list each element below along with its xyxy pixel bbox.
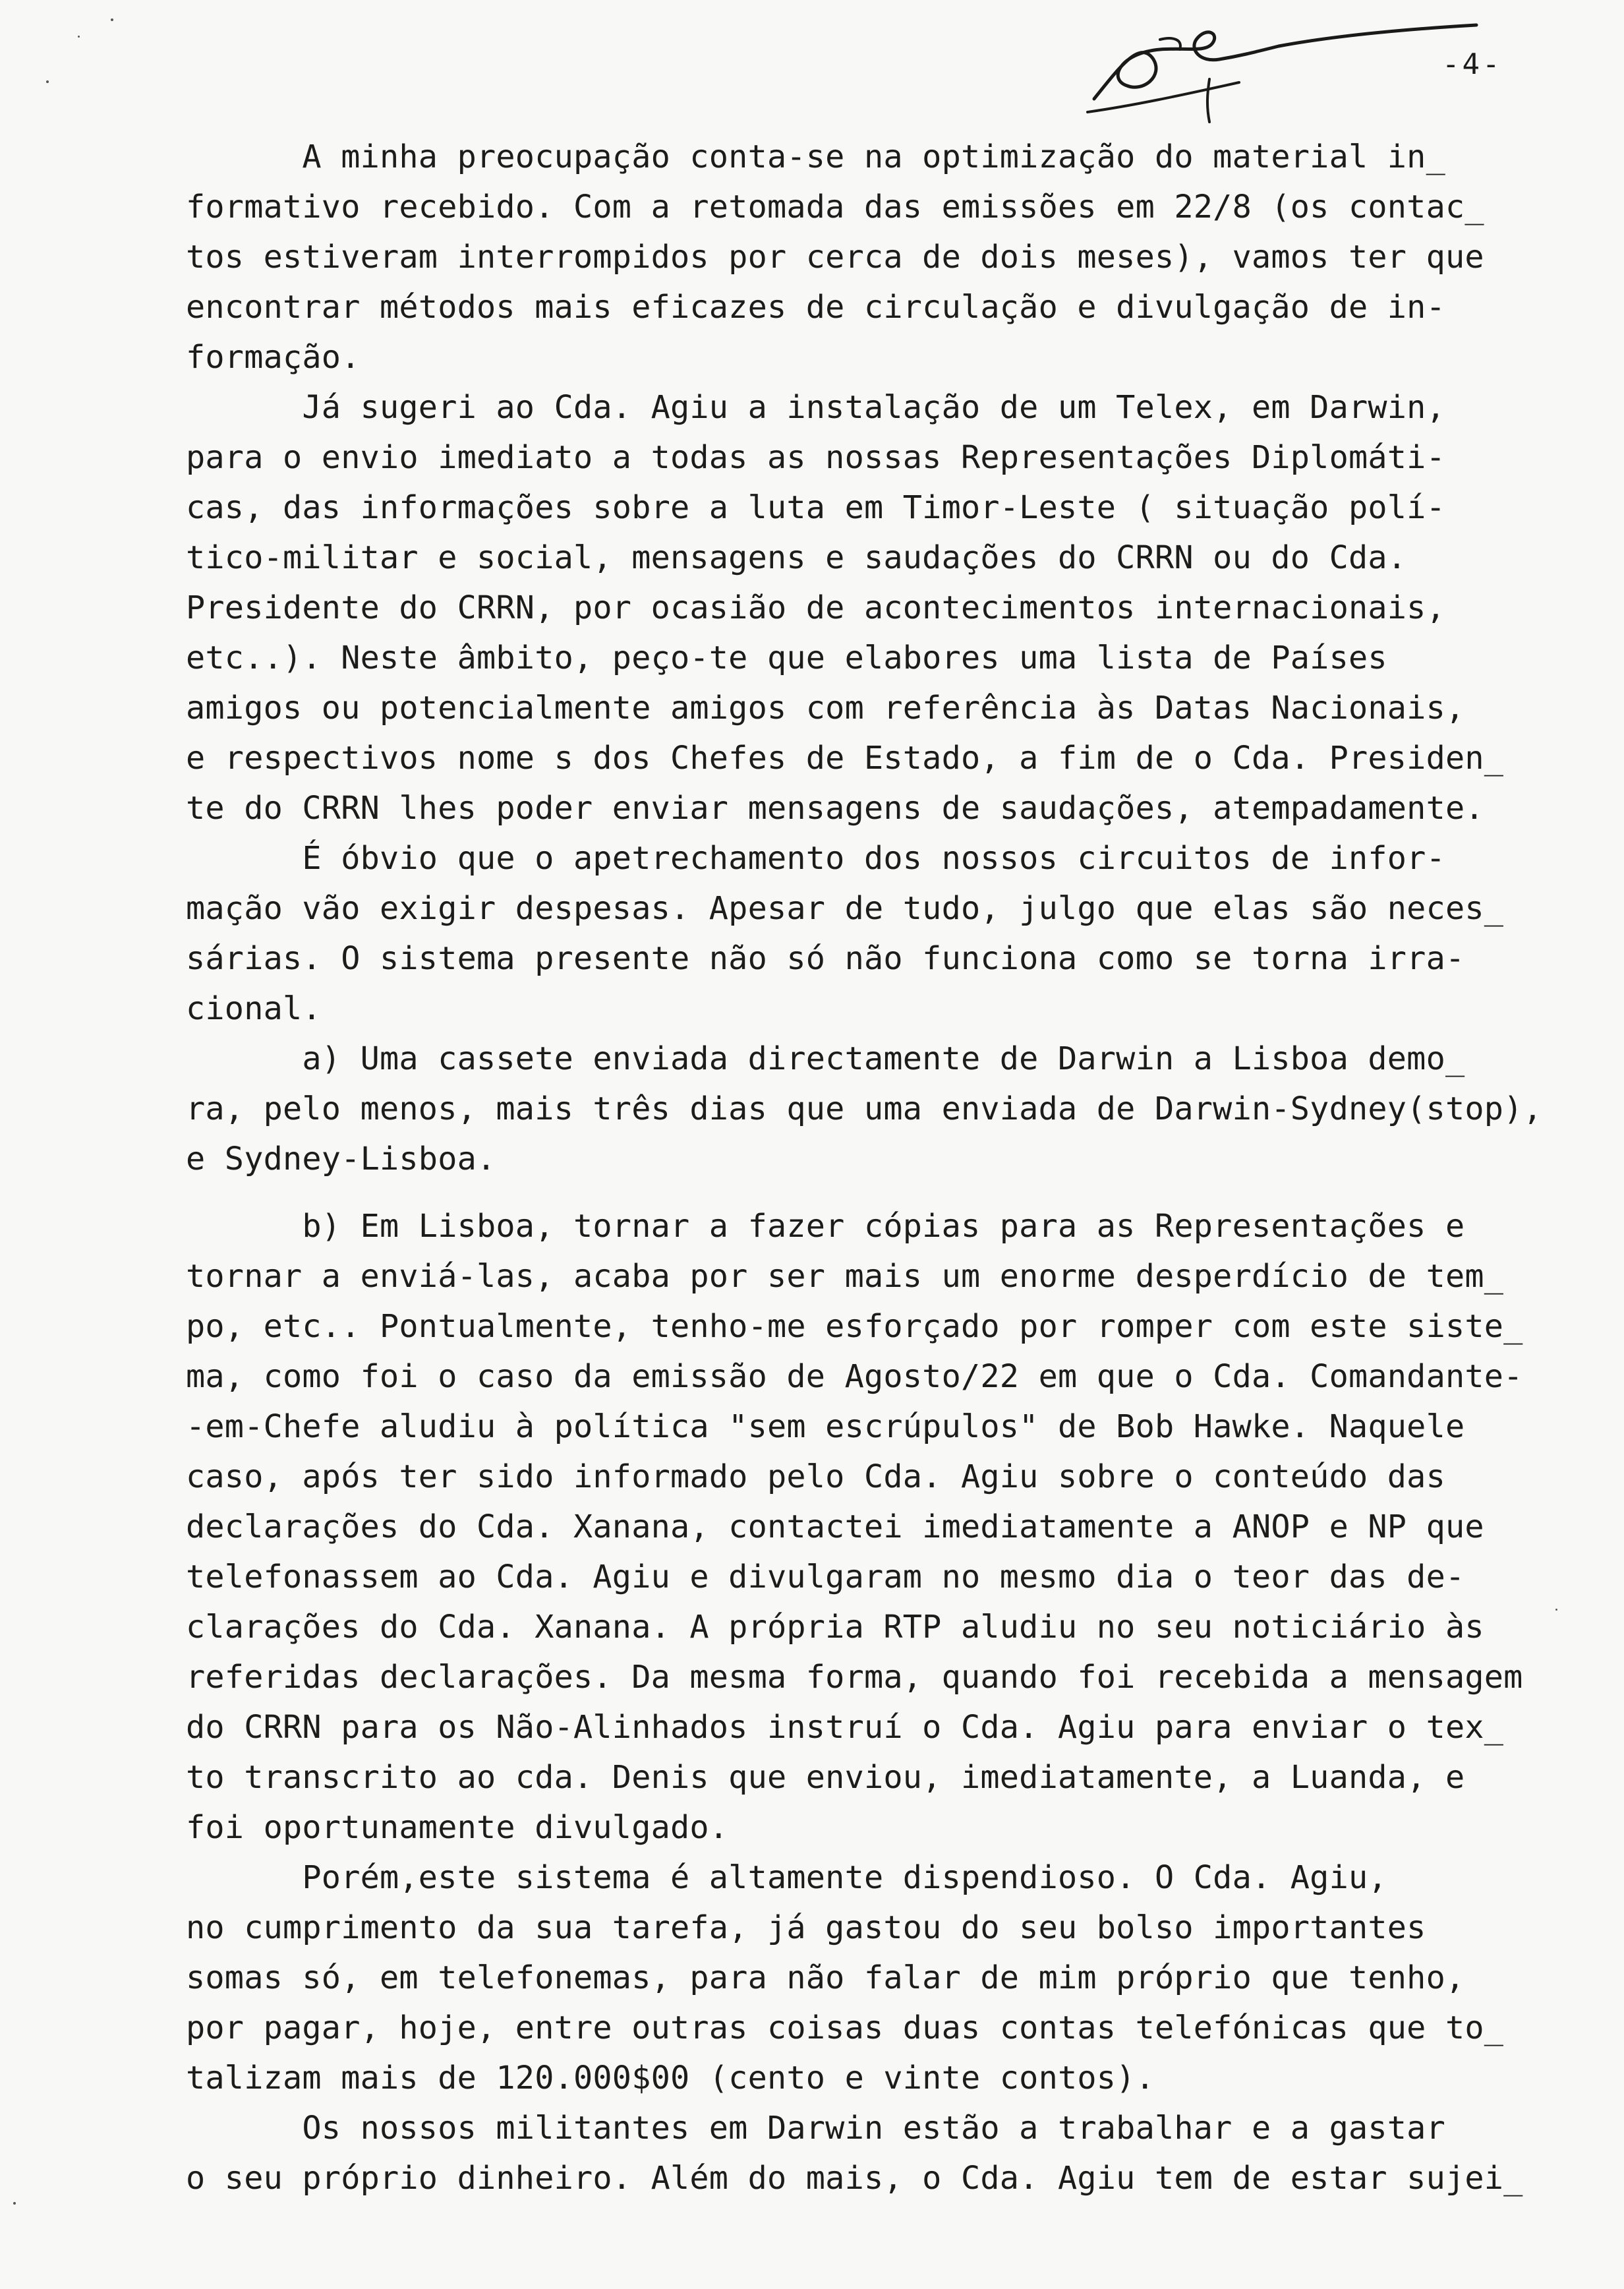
- scan-speck: [1555, 1609, 1557, 1611]
- text-line: tico-militar e social, mensagens e saudações do CRRN ou do Cda.: [186, 539, 1407, 576]
- text-line: A minha preocupação conta-se na optimização do material in_: [186, 138, 1445, 175]
- text-line: e respectivos nome s dos Chefes de Estado, a fim de o Cda. Presiden_: [186, 740, 1504, 777]
- text-line: foi oportunamente divulgado.: [186, 1809, 729, 1846]
- text-line: do CRRN para os Não-Alinhados instruí o Cda. Agiu para enviar o tex_: [186, 1709, 1504, 1746]
- scan-speck: [111, 18, 113, 21]
- text-line: encontrar métodos mais eficazes de circulação e divulgação de in-: [186, 289, 1445, 326]
- text-line: etc..). Neste âmbito, peço-te que elabores uma lista de Países: [186, 639, 1387, 676]
- text-line: caso, após ter sido informado pelo Cda. Agiu sobre o conteúdo das: [186, 1458, 1445, 1495]
- text-line: tornar a enviá-las, acaba por ser mais um enorme desperdício de tem_: [186, 1258, 1504, 1295]
- text-line: Porém,este sistema é altamente dispendioso. O Cda. Agiu,: [186, 1859, 1387, 1896]
- text-line: talizam mais de 120.000$00 (cento e vinte contos).: [186, 2060, 1155, 2096]
- scan-speck: [78, 36, 80, 38]
- text-line: Presidente do CRRN, por ocasião de acontecimentos internacionais,: [186, 589, 1445, 626]
- text-line: to transcrito ao cda. Denis que enviou, imediatamente, a Luanda, e: [186, 1759, 1465, 1796]
- text-line: -em-Chefe aludiu à política "sem escrúpulos" de Bob Hawke. Naquele: [186, 1408, 1465, 1445]
- text-line: e Sydney-Lisboa.: [186, 1141, 496, 1177]
- text-line: para o envio imediato a todas as nossas Representações Diplomáti-: [186, 439, 1445, 476]
- text-line: b) Em Lisboa, tornar a fazer cópias para as Representações e: [186, 1208, 1465, 1245]
- scan-speck: [46, 80, 49, 83]
- handwritten-signature-icon: [1081, 13, 1490, 125]
- text-line: formação.: [186, 339, 361, 376]
- text-line: mação vão exigir despesas. Apesar de tudo, julgo que elas são neces_: [186, 890, 1504, 927]
- text-line: te do CRRN lhes poder enviar mensagens de saudações, atempadamente.: [186, 790, 1484, 827]
- letter-body: [186, 132, 1603, 2203]
- text-line: clarações do Cda. Xanana. A própria RTP aludiu no seu noticiário às: [186, 1609, 1484, 1646]
- text-line: tos estiveram interrompidos por cerca de dois meses), vamos ter que: [186, 239, 1484, 276]
- text-line: a) Uma cassete enviada directamente de Darwin a Lisboa demo_: [186, 1040, 1465, 1077]
- text-line: no cumprimento da sua tarefa, já gastou do seu bolso importantes: [186, 1909, 1426, 1946]
- text-line: cional.: [186, 990, 322, 1027]
- text-line: somas só, em telefonemas, para não falar de mim próprio que tenho,: [186, 1959, 1465, 1996]
- text-line: [186, 1184, 1603, 1201]
- text-line: formativo recebido. Com a retomada das emissões em 22/8 (os contac_: [186, 189, 1484, 225]
- text-line: cas, das informações sobre a luta em Timor-Leste ( situação polí-: [186, 489, 1445, 526]
- text-line: o seu próprio dinheiro. Além do mais, o Cda. Agiu tem de estar sujei_: [186, 2160, 1523, 2197]
- text-line: Os nossos militantes em Darwin estão a trabalhar e a gastar: [186, 2110, 1445, 2147]
- text-line: É óbvio que o apetrechamento dos nossos circuitos de infor-: [186, 840, 1445, 877]
- scan-speck: [13, 2202, 16, 2205]
- text-line: sárias. O sistema presente não só não funciona como se torna irra-: [186, 940, 1465, 977]
- text-line: telefonassem ao Cda. Agiu e divulgaram no mesmo dia o teor das de-: [186, 1559, 1465, 1595]
- text-line: declarações do Cda. Xanana, contactei imediatamente a ANOP e NP que: [186, 1508, 1484, 1545]
- text-line: referidas declarações. Da mesma forma, quando foi recebida a mensagem: [186, 1659, 1523, 1696]
- text-line: ra, pelo menos, mais três dias que uma enviada de Darwin-Sydney(stop),: [186, 1090, 1542, 1127]
- text-line: amigos ou potencialmente amigos com referência às Datas Nacionais,: [186, 690, 1465, 727]
- text-line: ma, como foi o caso da emissão de Agosto/22 em que o Cda. Comandante-: [186, 1358, 1523, 1395]
- text-line: po, etc.. Pontualmente, tenho-me esforçado por romper com este siste_: [186, 1308, 1523, 1345]
- page-number: -4-: [1442, 47, 1503, 81]
- text-line: Já sugeri ao Cda. Agiu a instalação de um Telex, em Darwin,: [186, 389, 1445, 426]
- text-line: por pagar, hoje, entre outras coisas duas contas telefónicas que to_: [186, 2009, 1504, 2046]
